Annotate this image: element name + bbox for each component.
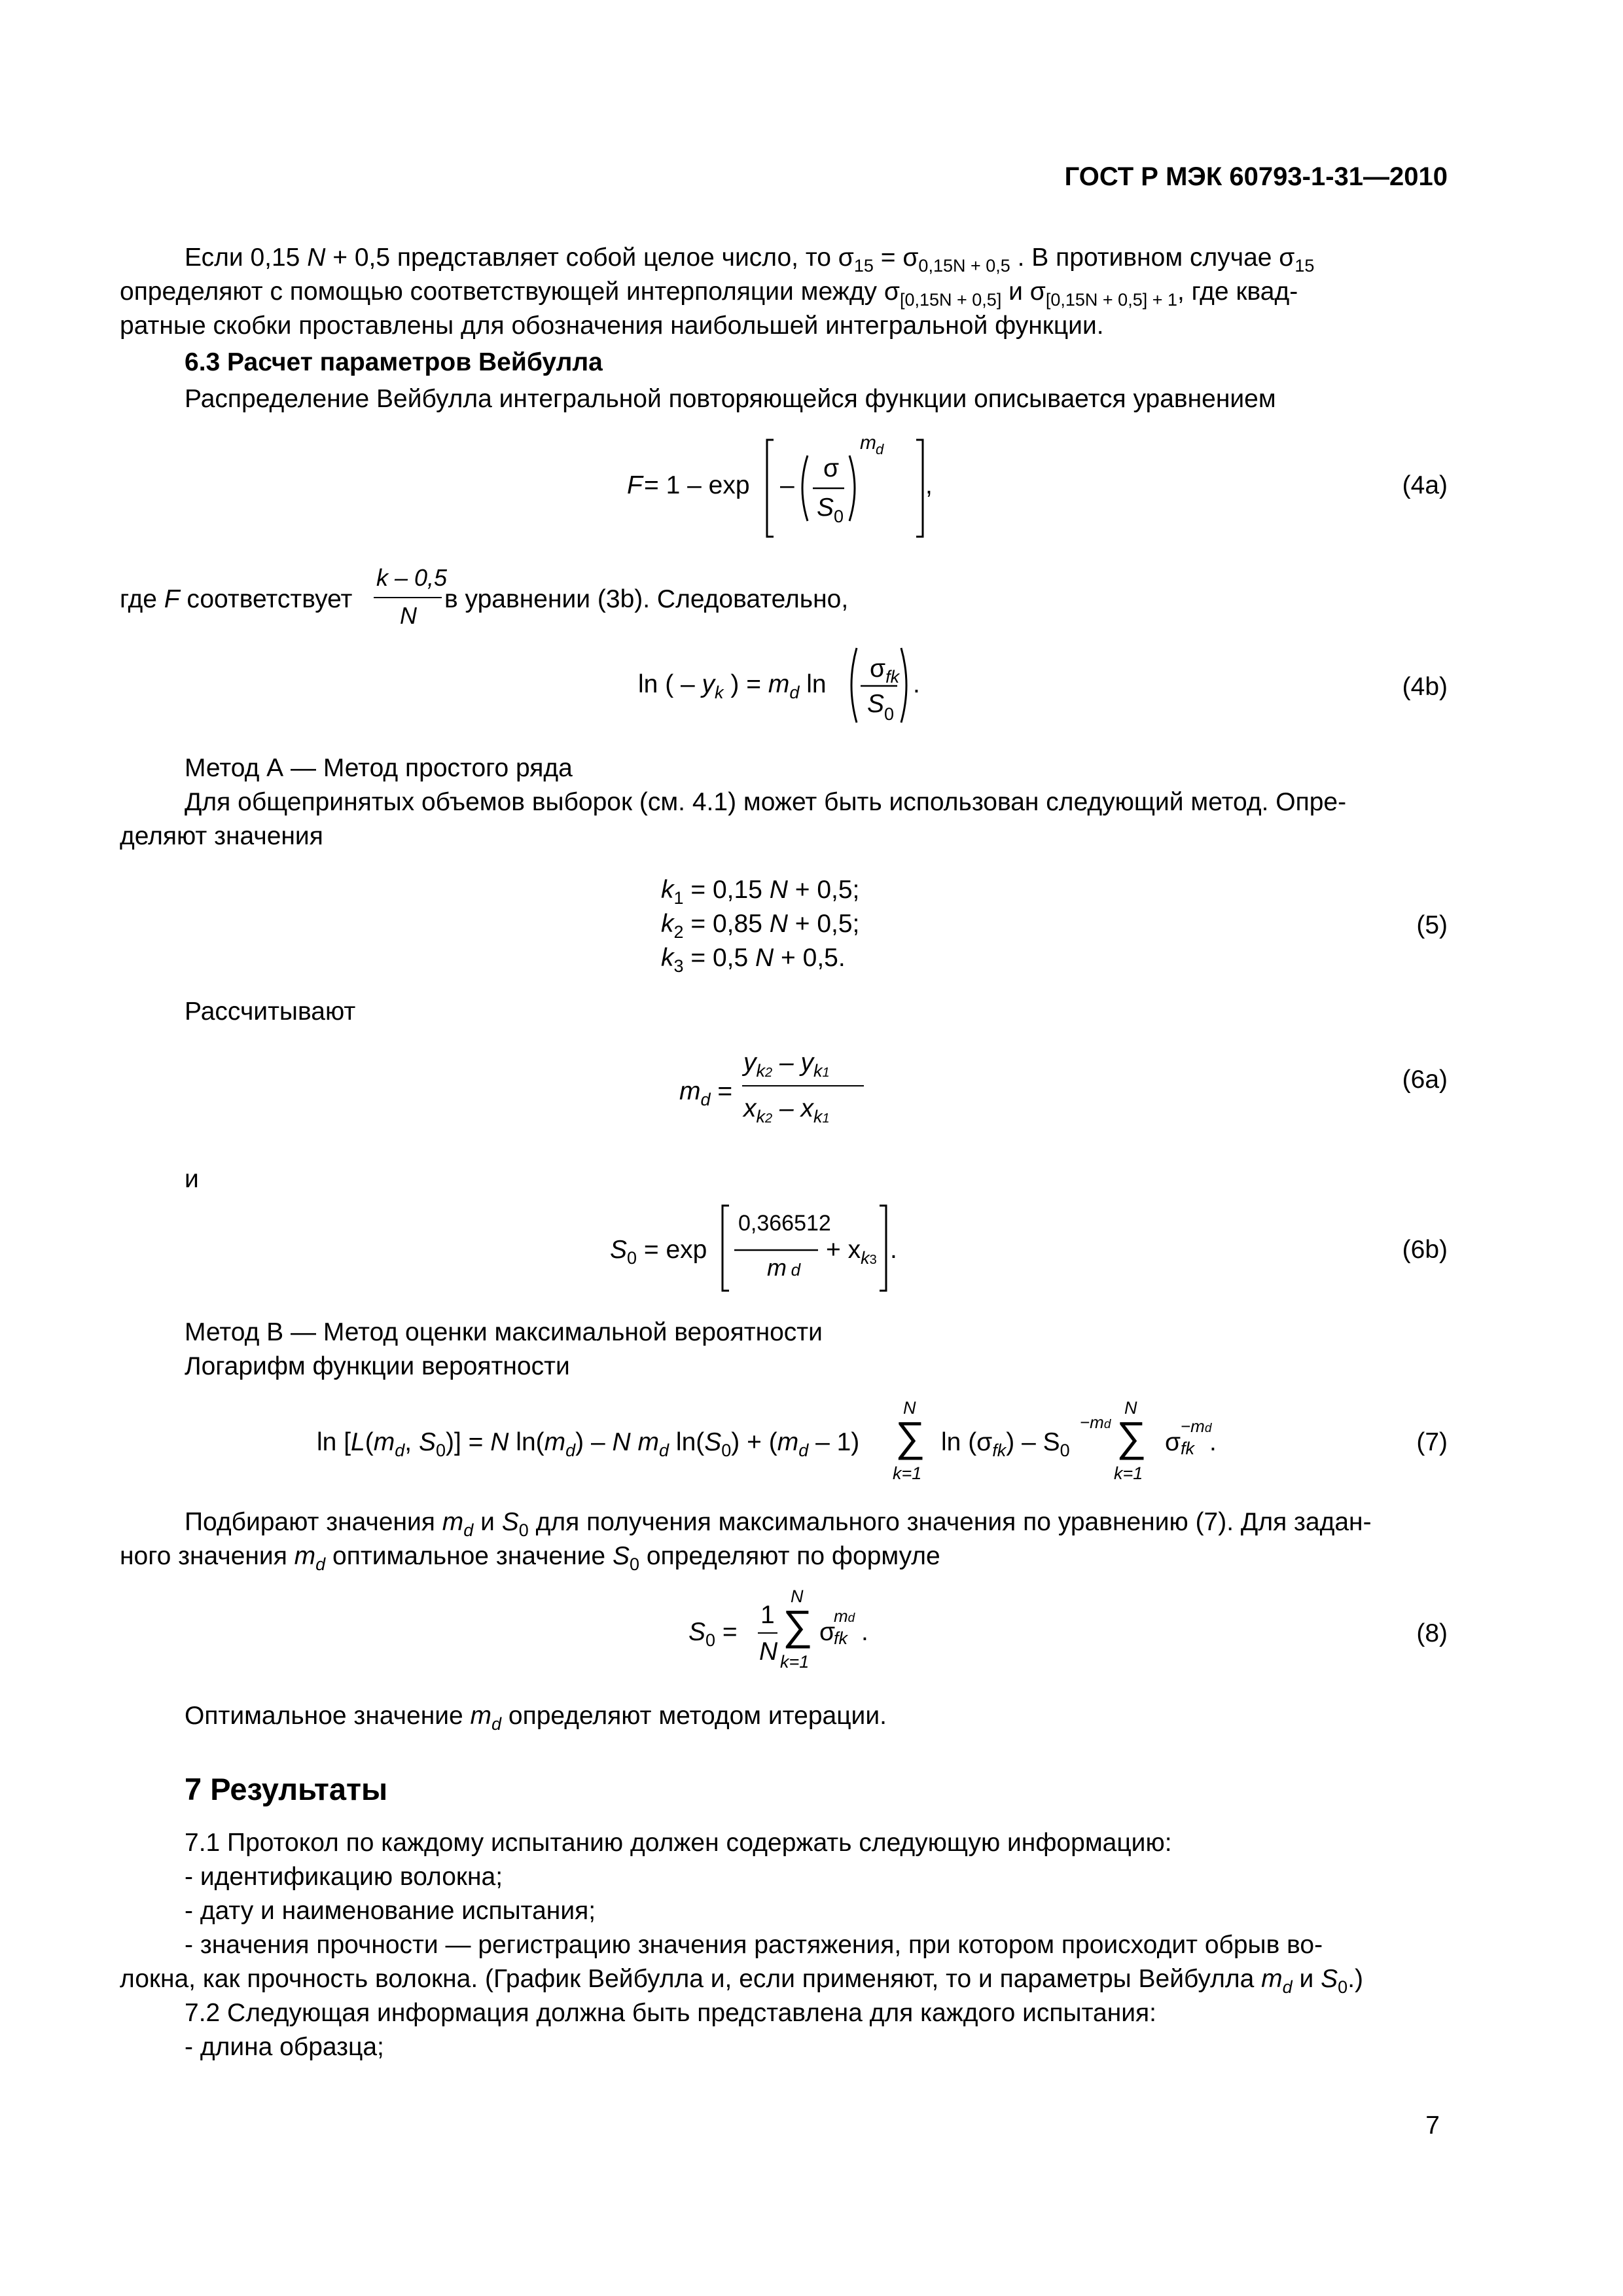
- equation-4a: F = 1 – exp – σ S 0 m d ,: [627, 432, 928, 543]
- equation-7: $\ln [L(m_d$, $S_0)] = N$ $\ln(m_d)$ – N $m_d$ $\ln(S_0) + (m_d - 1)$ N ∑ k=1 $\ln (\sigma_{fk}) - S_0$ −md N ∑ k=1 σ −md fk .: [317, 1398, 1217, 1483]
- equation-4b-number: (4b): [1402, 673, 1448, 701]
- equation-5-line2: $k_2 = 0,85$ N + 0,5;: [661, 910, 860, 942]
- section-7-line1: 7.1 Протокол по каждому испытанию должен содержать следующую информацию:: [185, 1829, 1172, 1857]
- equation-5-line3: $k_3 = 0,5$ N + 0,5.: [661, 944, 846, 976]
- and-label: и: [185, 1165, 199, 1193]
- method-a-title: Метод А — Метод простого ряда: [185, 754, 573, 782]
- section-7-line2: - идентификацию волокна;: [185, 1863, 503, 1891]
- equation-6a: $m_d$ = $y_{k2} - y_{k1}$ $x_{k2} - x_{k1}$: [679, 1046, 876, 1138]
- method-a-line1: Для общепринятых объемов выборок (см. 4.1) может быть использован следующий метод. Опре-: [185, 788, 1347, 816]
- equation-6a-number: (6a): [1402, 1066, 1448, 1094]
- equation-6b: $S_0 = \exp$ 0,366512 m d + $x_{k3}$ .: [610, 1200, 950, 1299]
- equation-5-number: (5): [1416, 911, 1448, 939]
- section-7-line7: - длина образца;: [185, 2033, 384, 2061]
- equation-8: $S_0$ = 1 N N ∑ k=1 σ md fk .: [688, 1587, 868, 1672]
- section-6-3-title: 6.3 Расчет параметров Вейбулла: [185, 348, 603, 376]
- equation-4b: ln ( – $y_k$ ) = $m_d$ ln $\sigma_{fk}$ S 0 .: [638, 641, 939, 733]
- section-6-3-intro: Распределение Вейбулла интегральной повторяющейся функции описывается уравнением: [185, 385, 1276, 413]
- equation-4a-number: (4a): [1402, 471, 1448, 499]
- where-line: где F соответствует k – 0,5 N в уравнении (3b). Следовательно,: [120, 564, 849, 629]
- method-b-title: Метод В — Метод оценки максимальной вероятности: [185, 1318, 823, 1346]
- optimal-line: Оптимальное значение $m_d$ определяют методом итерации.: [185, 1702, 887, 1734]
- equation-5-line1: $k_1 = 0,15$ N + 0,5;: [661, 876, 860, 908]
- section-7-line4: - значения прочности — регистрацию значения растяжения, при котором происходит обрыв во-: [185, 1931, 1323, 1959]
- para1-line3: ратные скобки проставлены для обозначения наибольшей интегральной функции.: [120, 312, 1104, 340]
- section-7-title: 7 Результаты: [185, 1772, 388, 1806]
- section-7-line5: локна, как прочность волокна. (График Вейбулла и, если применяют, то и параметры Вейбулла $m_d$ и $S_0$.): [120, 1965, 1364, 1997]
- equation-6b-number: (6b): [1402, 1236, 1448, 1264]
- section-7-line3: - дату и наименование испытания;: [185, 1897, 596, 1925]
- equation-8-number: (8): [1416, 1619, 1448, 1647]
- para1-line2: определяют с помощью соответствующей интерполяции между $\sigma_{[0,15N + 0,5]}$ и $\sigma_{[0,15N + 0,5] + 1}$, где квад-: [120, 278, 1298, 310]
- fit-line1: Подбирают значения $m_d$ и $S_0$ для получения максимального значения по уравнению (7). Для задан-: [185, 1508, 1372, 1540]
- section-7-line6: 7.2 Следующая информация должна быть представлена для каждого испытания:: [185, 1999, 1156, 2027]
- document-header: ГОСТ Р МЭК 60793-1-31—2010: [1064, 162, 1448, 191]
- method-b-line1: Логарифм функции вероятности: [185, 1352, 570, 1380]
- method-a-line2: деляют значения: [120, 822, 323, 850]
- fit-line2: ного значения $m_d$ оптимальное значение $S_0$ определяют по формуле: [120, 1542, 940, 1574]
- page-number: 7: [1425, 2111, 1440, 2140]
- equation-7-number: (7): [1416, 1428, 1448, 1456]
- para1-line1: Если 0,15 N + 0,5 представляет собой целое число, то $\sigma_{15} = \sigma_{0,15N + 0,5}$ . В противном случае $\sigma_{15}$: [185, 243, 1315, 276]
- calc-label: Рассчитывают: [185, 997, 356, 1026]
